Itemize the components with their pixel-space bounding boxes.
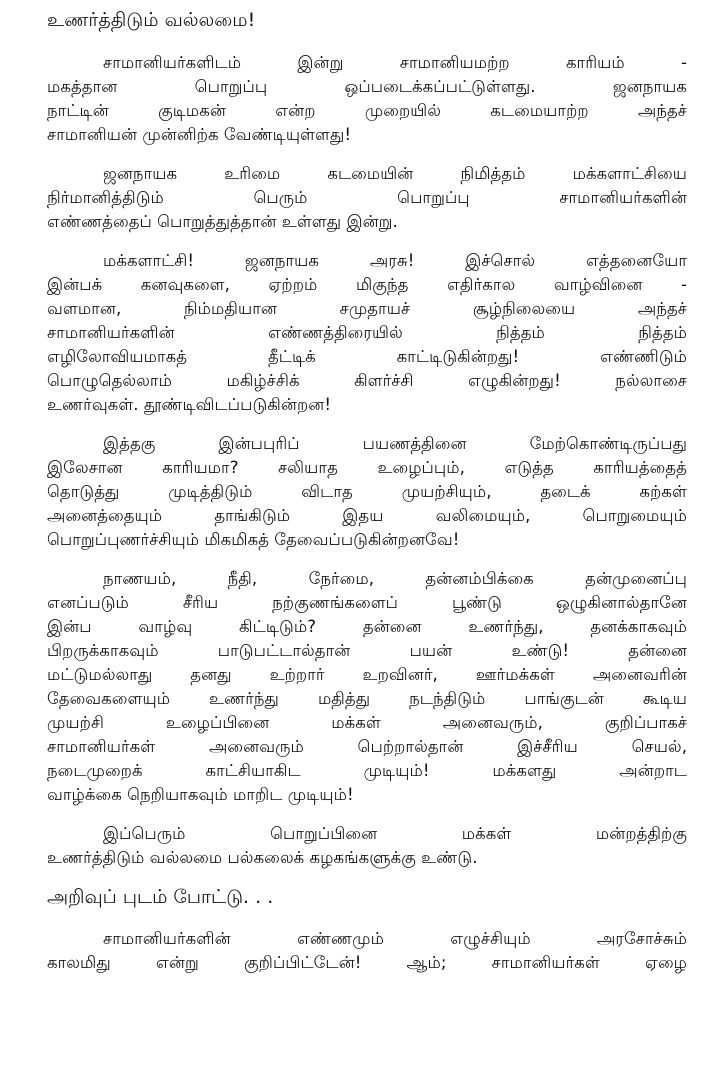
text-line: எண்ணத்தைப் பொறுத்துத்தான் உள்ளது இன்று. [47,212,398,231]
text-line: சாமானியர்களின் எண்ணத்திரையில் நித்தம் நித்தம் [47,323,687,342]
text-line: தொடுத்து முடித்திடும் விடாத முயற்சியும், தடைக் கற்கள் [47,482,687,501]
paragraph-1 [47,51,687,147]
text-line: பிறருக்காகவும் பாடுபட்டால்தான் பயன் உண்டு! தன்னை [47,641,687,660]
paragraph-2 [47,162,687,234]
text-line: உணர்வுகள். தூண்டிவிடப்படுகின்றன! [47,395,331,414]
text-line: இப்பெரும் பொறுப்பினை மக்கள் மன்றத்திற்கு [103,824,687,843]
text-line: நிர்மானித்திடும் பெரும் பொறுப்பு சாமானியர்களின் [47,188,687,207]
text-line: இன்பக் கனவுகளை, ஏற்றம் மிகுந்த எதிர்கால வாழ்வினை - [47,275,687,294]
text-line: சாமானியர்கள் அனைவரும் பெற்றால்தான் இச்சீரிய செயல், [47,737,687,756]
text-line: எனப்படும் சீரிய நற்குணங்களைப் பூண்டு ஒழுகினால்தானே [47,593,687,612]
text-line: வாழ்க்கை நெறியாகவும் மாறிட முடியும்! [47,785,354,804]
text-line: வளமான, நிம்மதியான சமுதாயச் சூழ்நிலையை அந்தச் [47,299,687,318]
paragraph-3 [47,249,687,417]
text-line: பொழுதெல்லாம் மகிழ்ச்சிக் கிளர்ச்சி எழுகின்றது! நல்லாசை [47,371,687,390]
section-heading-1: உணர்த்திடும் வல்லமை! [47,9,256,31]
paragraph-4 [47,432,687,552]
text-line: அனைத்தையும் தாங்கிடும் இதய வலிமையும், பொறுமையும் [47,506,687,525]
text-line: ஜனநாயக உரிமை கடமையின் நிமித்தம் மக்களாட்சியை [103,164,687,183]
text-line: சாமானியர்களின் எண்ணமும் எழுச்சியும் அரசோச்சும் [103,929,687,948]
text-line: நாட்டின் குடிமகன் என்ற முறையில் கடமையாற்ற அந்தச் [47,101,687,120]
paragraph-6 [47,822,687,870]
text-line: மட்டுமல்லாது தனது உற்றார் உறவினர், ஊர்மக்கள் அனைவரின் [47,665,687,684]
text-line: மக்களாட்சி! ஜனநாயக அரசு! இச்சொல் எத்தனையோ [103,251,687,270]
text-line: நடைமுறைக் காட்சியாகிட முடியும்! மக்களது அன்றாட [47,761,687,780]
text-line: தேவைகளையும் உணர்ந்து மதித்து நடந்திடும் பாங்குடன் கூடிய [47,689,687,708]
text-line: இன்ப வாழ்வு கிட்டிடும்? தன்னை உணர்ந்து, தனக்காகவும் [47,617,687,636]
text-line: பொறுப்புணர்ச்சியும் மிகமிகத் தேவைப்படுகின்றனவே! [47,530,460,549]
section-heading-2: அறிவுப் புடம் போட்டு. . . [47,886,274,908]
text-line: எழிலோவியமாகத் தீட்டிக் காட்டிடுகின்றது! எண்ணிடும் [47,347,687,366]
text-line: முயற்சி உழைப்பினை மக்கள் அனைவரும், குறிப்பாகச் [47,713,687,732]
text-line: காலமிது என்று குறிப்பிட்டேன்! ஆம்; சாமானியர்கள் ஏழை [47,953,687,972]
text-line: மகத்தான பொறுப்பு ஒப்படைக்கப்பட்டுள்ளது. ஜனநாயக [47,77,687,96]
text-line: இத்தகு இன்பபுரிப் பயணத்தினை மேற்கொண்டிருப்பது [103,434,687,453]
paragraph-5 [47,567,687,807]
paragraph-7 [47,927,687,975]
text-line: சாமானியன் முன்னிற்க வேண்டியுள்ளது! [47,125,352,144]
text-line: சாமானியர்களிடம் இன்று சாமானியமற்ற காரியம் - [103,53,687,72]
text-line: உணர்த்திடும் வல்லமை பல்கலைக் கழகங்களுக்கு உண்டு. [47,848,478,867]
text-line: இலேசான காரியமா? சலியாத உழைப்பும், எடுத்த காரியத்தைத் [47,458,687,477]
text-line: நாணயம், நீதி, நேர்மை, தன்னம்பிக்கை தன்முனைப்பு [103,569,687,588]
